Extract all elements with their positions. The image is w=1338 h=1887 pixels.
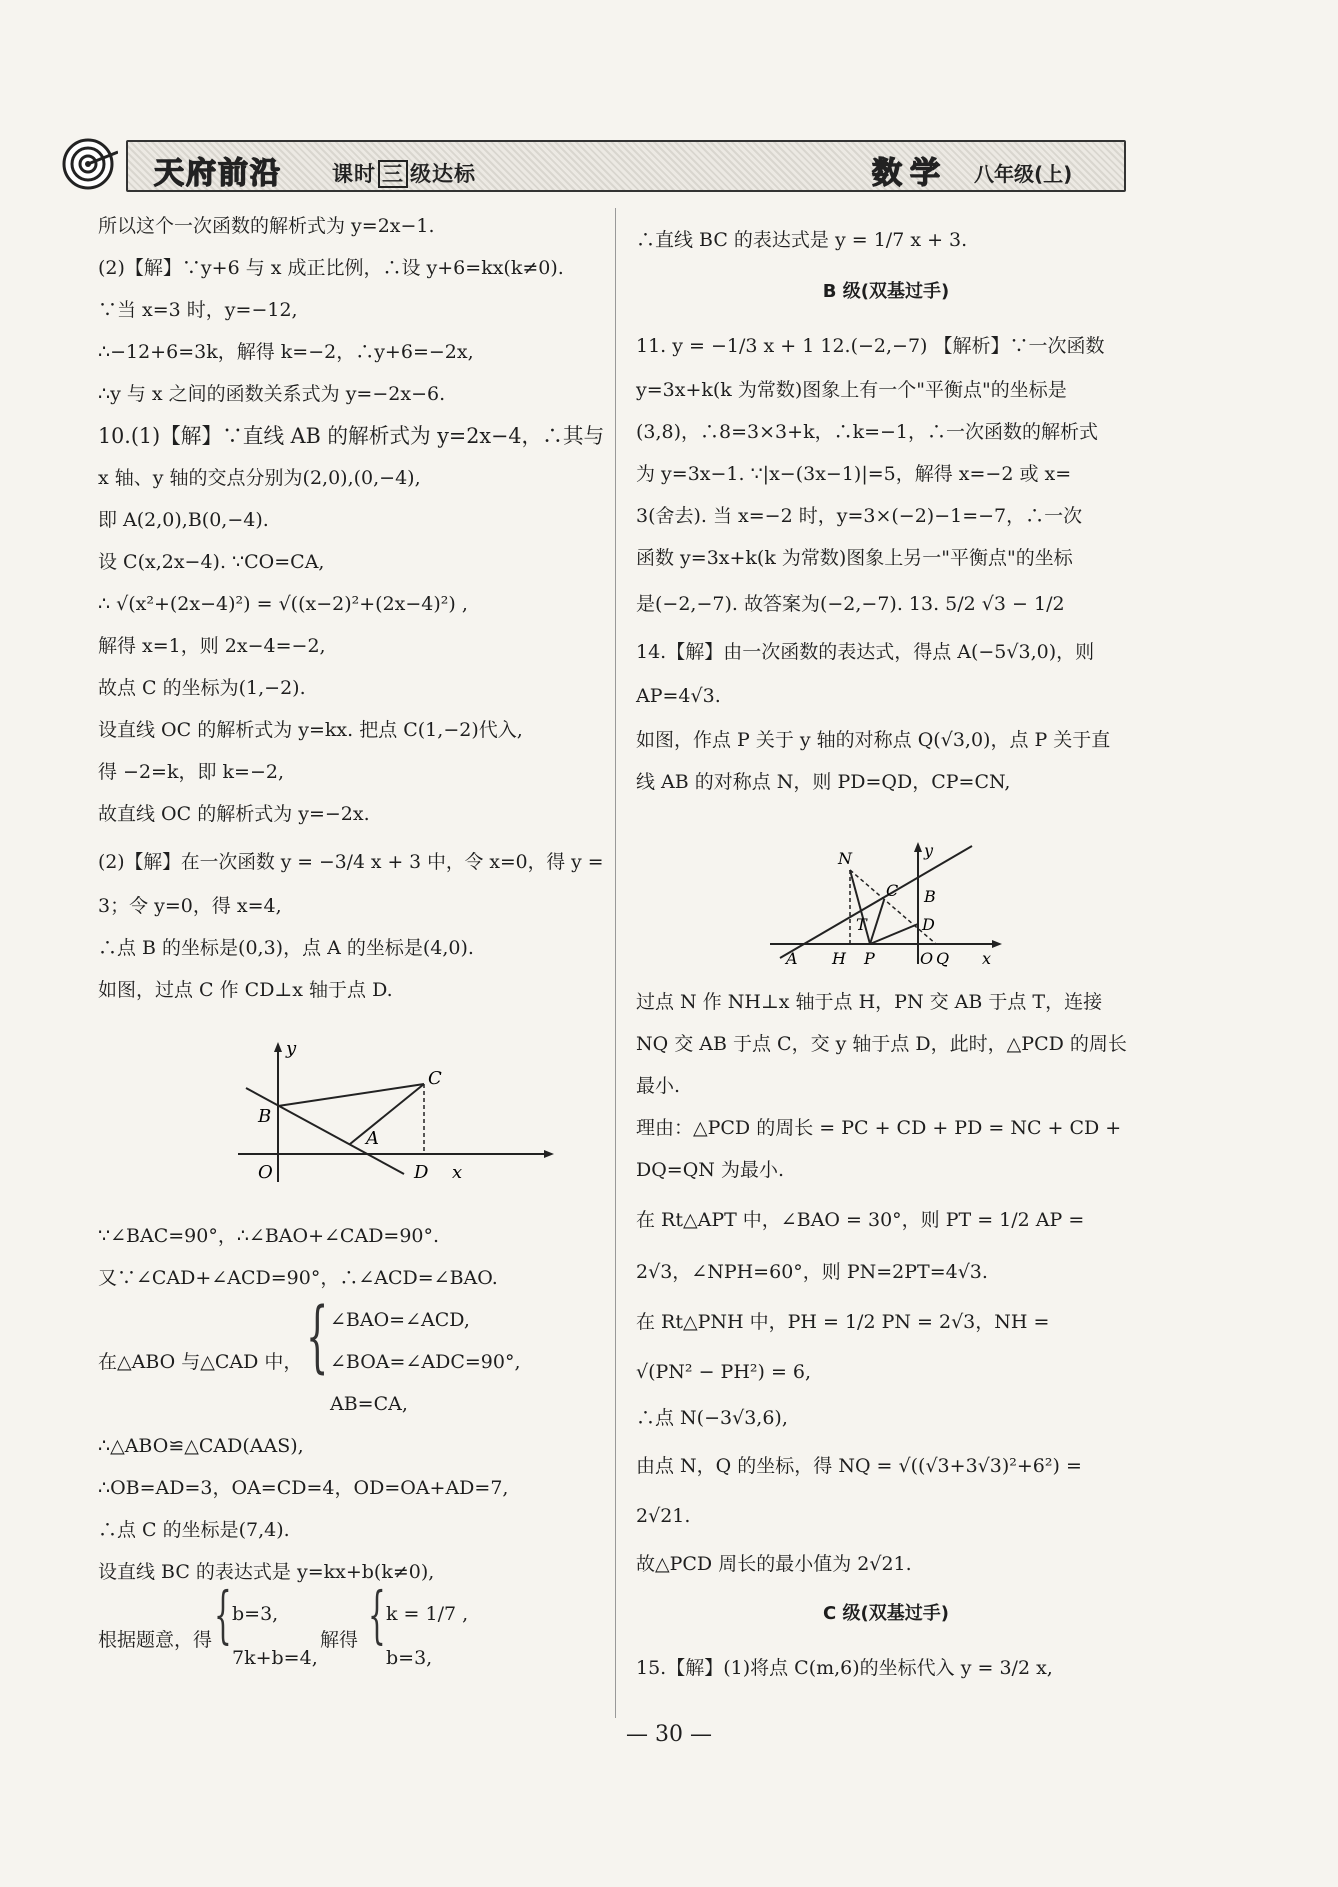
point-label-b: B [924, 887, 936, 906]
text-line: 3；令 y=0，得 x=4, [98, 895, 282, 917]
text-line: 解得 [320, 1629, 359, 1651]
text-line: ∴点 B 的坐标是(0,3)，点 A 的坐标是(4,0). [98, 937, 474, 959]
axis-label-y: y [924, 841, 934, 860]
system-line: b=3, [386, 1647, 433, 1669]
text-line: NQ 交 AB 于点 C，交 y 轴于点 D，此时，△PCD 的周长 [636, 1033, 1127, 1055]
page-header [62, 128, 1124, 196]
text-line: 又∵∠CAD+∠ACD=90°，∴∠ACD=∠BAO. [98, 1267, 498, 1289]
text-line: 函数 y=3x+k(k 为常数)图象上另一"平衡点"的坐标 [636, 547, 1073, 569]
column-divider [615, 208, 616, 1718]
text-line: ∴点 N(−3√3,6), [636, 1407, 788, 1429]
text-line: y=3x+k(k 为常数)图象上有一个"平衡点"的坐标是 [636, 379, 1067, 401]
text-line: 3(舍去). 当 x=−2 时，y=3×(−2)−1=−7，∴一次 [636, 505, 1083, 527]
text-line: 理由：△PCD 的周长 = PC + CD + PD = NC + CD + [636, 1117, 1122, 1139]
text-line: x 轴、y 轴的交点分别为(2,0),(0,−4), [98, 467, 421, 489]
text-line: 过点 N 作 NH⊥x 轴于点 H，PN 交 AB 于点 T，连接 [636, 991, 1103, 1013]
system-line: ∠BOA=∠ADC=90°, [330, 1351, 521, 1373]
grade-label: 八年级(上) [974, 162, 1073, 186]
text-line: 根据题意，得 [98, 1629, 213, 1651]
text-line: 线 AB 的对称点 N，则 PD=QD，CP=CN, [636, 771, 1011, 793]
text-line: 11. y = −1/3 x + 1 12.(−2,−7) 【解析】∵一次函数 [636, 335, 1105, 357]
text-line: 在 Rt△PNH 中，PH = 1/2 PN = 2√3，NH = [636, 1311, 1050, 1333]
system-line: k = 1/7 , [386, 1603, 469, 1625]
text-line: 10.(1)【解】∵直线 AB 的解析式为 y=2x−4，∴其与 [98, 424, 605, 448]
text-line: 如图，过点 C 作 CD⊥x 轴于点 D. [98, 979, 393, 1001]
brand-title: 天府前沿 [154, 156, 282, 191]
text-line: 故点 C 的坐标为(1,−2). [98, 677, 306, 699]
figure-2-coordinate-diagram [766, 840, 1006, 970]
point-label-n: N [838, 849, 852, 868]
system-brace: { [214, 1578, 232, 1651]
text-line: 所以这个一次函数的解析式为 y=2x−1. [98, 215, 435, 237]
axis-label-y: y [286, 1040, 297, 1059]
point-label-o: O [258, 1162, 273, 1183]
system-line: 7k+b=4, [232, 1647, 318, 1669]
text-line: 即 A(2,0),B(0,−4). [98, 509, 269, 531]
text-line: 是(−2,−7). 故答案为(−2,−7). 13. 5/2 √3 − 1/2 [636, 593, 1065, 615]
point-label-a: A [786, 949, 798, 968]
page-number: — 30 — [626, 1722, 712, 1747]
section-heading: B 级(双基过手) [822, 281, 950, 302]
system-brace: { [306, 1292, 329, 1382]
text-line: 为 y=3x−1. ∵|x−(3x−1)|=5，解得 x=−2 或 x= [636, 463, 1072, 485]
text-line: 2√21. [636, 1505, 691, 1527]
point-label-d: D [414, 1162, 429, 1183]
text-line: 14.【解】由一次函数的表达式，得点 A(−5√3,0)，则 [636, 641, 1095, 663]
text-line: ∴点 C 的坐标是(7,4). [98, 1519, 290, 1541]
text-line: (3,8)，∴8=3×3+k，∴k=−1，∴一次函数的解析式 [636, 421, 1099, 443]
system-brace: { [368, 1578, 386, 1651]
subject-title: 数学 [872, 156, 948, 191]
point-label-o: O [920, 949, 934, 968]
section-heading: C 级(双基过手) [823, 1603, 949, 1624]
text-line: 由点 N，Q 的坐标，得 NQ = √((√3+3√3)²+6²) = [636, 1455, 1082, 1477]
text-line: 2√3，∠NPH=60°，则 PN=2PT=4√3. [636, 1261, 988, 1283]
text-line: 解得 x=1，则 2x−4=−2, [98, 635, 326, 657]
text-line: ∵∠BAC=90°，∴∠BAO+∠CAD=90°. [98, 1225, 440, 1247]
text-line: 故△PCD 周长的最小值为 2√21. [636, 1553, 912, 1575]
text-line: ∴OB=AD=3，OA=CD=4，OD=OA+AD=7, [98, 1477, 509, 1499]
text-line: ∴△ABO≌△CAD(AAS), [98, 1435, 304, 1457]
text-line: ∴−12+6=3k，解得 k=−2，∴y+6=−2x, [98, 341, 474, 363]
text-line: ∵当 x=3 时，y=−12, [98, 299, 298, 321]
text-line: 得 −2=k，即 k=−2, [98, 761, 285, 783]
point-label-c: C [428, 1068, 442, 1089]
text-line: 15.【解】(1)将点 C(m,6)的坐标代入 y = 3/2 x, [636, 1657, 1053, 1679]
point-label-a: A [366, 1128, 379, 1149]
point-label-q: Q [936, 949, 950, 968]
figure-1-coordinate-diagram [238, 1040, 558, 1190]
text-line: ∴直线 BC 的表达式是 y = 1/7 x + 3. [636, 229, 968, 251]
text-line: 最小. [636, 1075, 681, 1097]
axis-label-x: x [982, 949, 992, 968]
text-line: √(PN² − PH²) = 6, [636, 1361, 812, 1383]
text-line: DQ=QN 为最小. [636, 1159, 785, 1181]
point-label-b: B [258, 1106, 272, 1127]
text-line: 如图，作点 P 关于 y 轴的对称点 Q(√3,0)，点 P 关于直 [636, 729, 1111, 751]
point-label-p: P [864, 949, 875, 968]
system-line: b=3, [232, 1603, 279, 1625]
system-line: ∠BAO=∠ACD, [330, 1309, 470, 1331]
text-line: ∴ √(x²+(2x−4)²) = √((x−2)²+(2x−4)²) , [98, 593, 468, 615]
target-logo-icon [62, 136, 118, 192]
text-line: 在 Rt△APT 中，∠BAO = 30°，则 PT = 1/2 AP = [636, 1209, 1085, 1231]
axis-label-x: x [452, 1162, 463, 1183]
system-line: AB=CA, [330, 1393, 408, 1415]
text-line: (2)【解】∵y+6 与 x 成正比例，∴设 y+6=kx(k≠0). [98, 257, 564, 279]
text-line: 设直线 OC 的解析式为 y=kx. 把点 C(1,−2)代入, [98, 719, 523, 741]
text-line: (2)【解】在一次函数 y = −3/4 x + 3 中，令 x=0，得 y = [98, 851, 604, 873]
text-line: 设 C(x,2x−4). ∵CO=CA, [98, 551, 325, 573]
text-line: 设直线 BC 的表达式是 y=kx+b(k≠0), [98, 1561, 435, 1583]
point-label-d: D [922, 915, 935, 934]
point-label-c: C [886, 881, 899, 900]
series-title: 课时 三 级达标 [332, 162, 476, 186]
point-label-t: T [856, 915, 867, 934]
text-line: 故直线 OC 的解析式为 y=−2x. [98, 803, 370, 825]
point-label-h: H [832, 949, 846, 968]
text-line: 在△ABO 与△CAD 中， [98, 1351, 303, 1373]
text-line: AP=4√3. [636, 685, 721, 707]
text-line: ∴y 与 x 之间的函数关系式为 y=−2x−6. [98, 383, 446, 405]
